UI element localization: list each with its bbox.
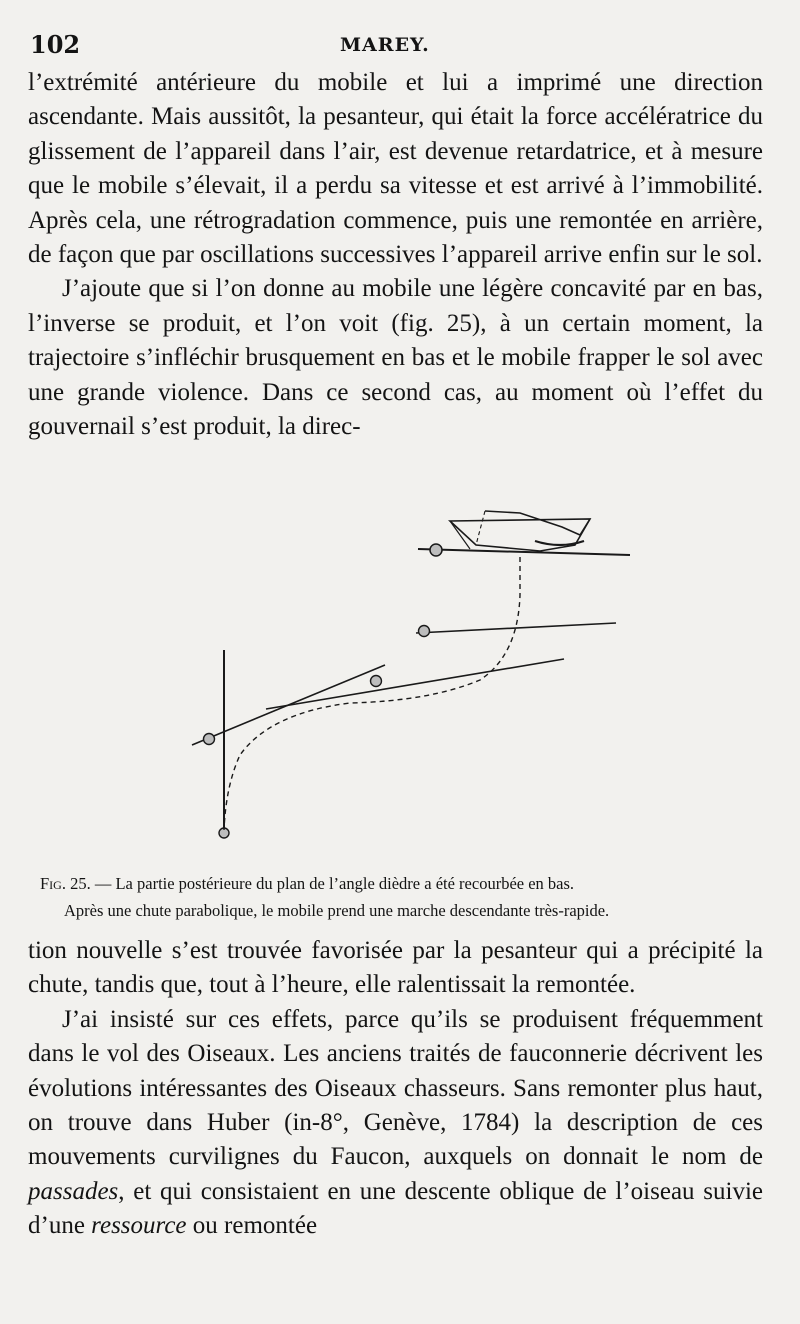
start-point: [430, 544, 442, 556]
paragraph-2: J’ajoute que si l’on donne au mobile une légère concavité par en bas, l’inverse se produit, et l’on voit (fig. 25), à un certain moment, la trajectoire s’infléchir brusquement en bas et le mobile frapper le sol avec une grande violence. Dans ce second cas, au moment où l’effet du gouvernail s’est produit, la direc-: [28, 275, 763, 441]
paragraph-4-end: ou remontée: [186, 1212, 318, 1240]
running-title: MAREY.: [340, 34, 430, 56]
term-ressource: ressource: [91, 1212, 187, 1240]
text-block-top: [28, 66, 763, 444]
caption-line-1: [40, 870, 775, 897]
term-passades: passades: [28, 1177, 119, 1205]
trajectory-dashed: [224, 557, 520, 830]
page-number: 102: [30, 30, 81, 59]
paragraph-3: tion nouvelle s’est trouvée favorisée par la pesanteur qui a précipité la chute, tandis que, tout à l’heure, elle ralentissait la remontée.: [28, 937, 763, 999]
caption-text-1: — La partie postérieure du plan de l’angle dièdre a été recourbée en bas.: [90, 874, 575, 893]
glider-model: [450, 511, 590, 551]
paragraph-4-start: J’ai insisté sur ces effets, parce qu’ils se produisent fréquemment dans le vol des Oiseaux. Les anciens traités de fauconnerie décrivent les évolutions intéressantes des Oiseaux chasseurs. Sans remonter plus haut, on trouve dans Huber (in-8°, Genève, 1784) la description de ces mouvements curvilignes du Faucon, auxquels on donnait le nom de: [28, 1005, 763, 1171]
paragraph-1: l’extrémité antérieure du mobile et lui a imprimé une direction ascendante. Mais aussitôt, la pesanteur, qui était la force accélératrice du glissement de l’appareil dans l’air, est devenue retardatrice, et à mesure que le mobile s’élevait, il a perdu sa vitesse et est arrivé à l’immobilité. Après cela, une rétrogradation commence, puis une remontée en arrière, de façon que par oscillations successives l’appareil arrive enfin sur le sol.: [28, 69, 763, 269]
paragraph-4-mid: , et qui consistaient en une descente oblique de l’oiseau suivie d’une: [28, 1177, 763, 1240]
running-head: [30, 30, 440, 70]
left-point: [204, 734, 215, 745]
text-block-bottom: [28, 934, 763, 1244]
mid-trajectory-point: [371, 676, 382, 687]
middle-point: [419, 626, 430, 637]
descent-line: [192, 665, 385, 745]
oblique-plane-line: [266, 659, 564, 709]
figure-caption: [40, 870, 775, 924]
paragraph-4: [28, 1003, 763, 1244]
figure-25-diagram: [180, 505, 640, 845]
figure-label: Fig. 25.: [40, 874, 91, 893]
caption-line-2: Après une chute parabolique, le mobile prend une marche descendante très-rapide.: [64, 901, 610, 920]
